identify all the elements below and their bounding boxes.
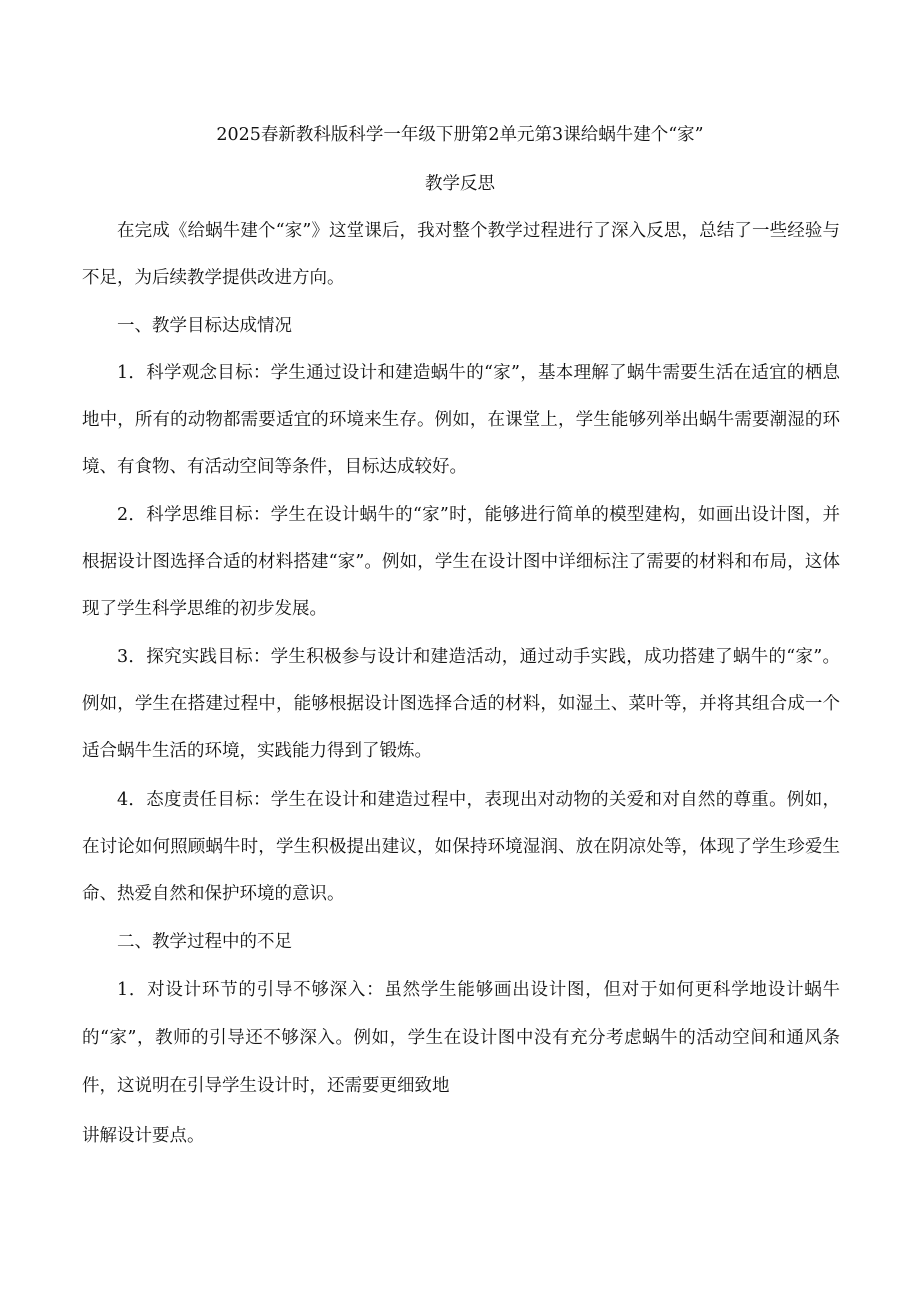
shortcoming-item-design: 1．对设计环节的引导不够深入：虽然学生能够画出设计图，但对于如何更科学地设计蜗牛的“家”，教师的引导还不够深入。例如，学生在设计图中没有充分考虑蜗牛的活动空间和通风条件，这说明在引导学生设计时，还需要更细致地 xyxy=(82,980,840,1096)
goal-item-concept: 1．科学观念目标：学生通过设计和建造蜗牛的“家”，基本理解了蜗牛需要生活在适宜的栖息地中，所有的动物都需要适宜的环境来生存。例如，在课堂上，学生能够列举出蜗牛需要潮湿的环境、有食物、有活动空间等条件，目标达成较好。 xyxy=(82,363,840,477)
section-heading-goals: 一、教学目标达成情况 xyxy=(117,316,292,336)
goal-item-practice: 3．探究实践目标：学生积极参与设计和建造活动，通过动手实践，成功搭建了蜗牛的“家”。例如，学生在搭建过程中，能够根据设计图选择合适的材料，如湿土、菜叶等，并将其组合成一个适合蜗牛生活的环境，实践能力得到了锻炼。 xyxy=(82,647,840,761)
section-heading-shortcomings: 二、教学过程中的不足 xyxy=(117,932,292,952)
goal-item-attitude: 4．态度责任目标：学生在设计和建造过程中，表现出对动物的关爱和对自然的尊重。例如，在讨论如何照顾蜗牛时，学生积极提出建议，如保持环境湿润、放在阴凉处等，体现了学生珍爱生命、热爱自然和保护环境的意识。 xyxy=(82,790,840,904)
document-subtitle: 教学反思 xyxy=(425,174,495,194)
goal-item-thinking: 2．科学思维目标：学生在设计蜗牛的“家”时，能够进行简单的模型建构，如画出设计图，并根据设计图选择合适的材料搭建“家”。例如，学生在设计图中详细标注了需要的材料和布局，这体现了学生科学思维的初步发展。 xyxy=(82,505,840,619)
document-title: 2025春新教科版科学一年级下册第2单元第3课给蜗牛建个“家” xyxy=(216,125,704,145)
shortcoming-item-design-tail: 讲解设计要点。 xyxy=(82,1126,205,1146)
intro-paragraph: 在完成《给蜗牛建个“家”》这堂课后，我对整个教学过程进行了深入反思，总结了一些经验与不足，为后续教学提供改进方向。 xyxy=(82,221,840,288)
